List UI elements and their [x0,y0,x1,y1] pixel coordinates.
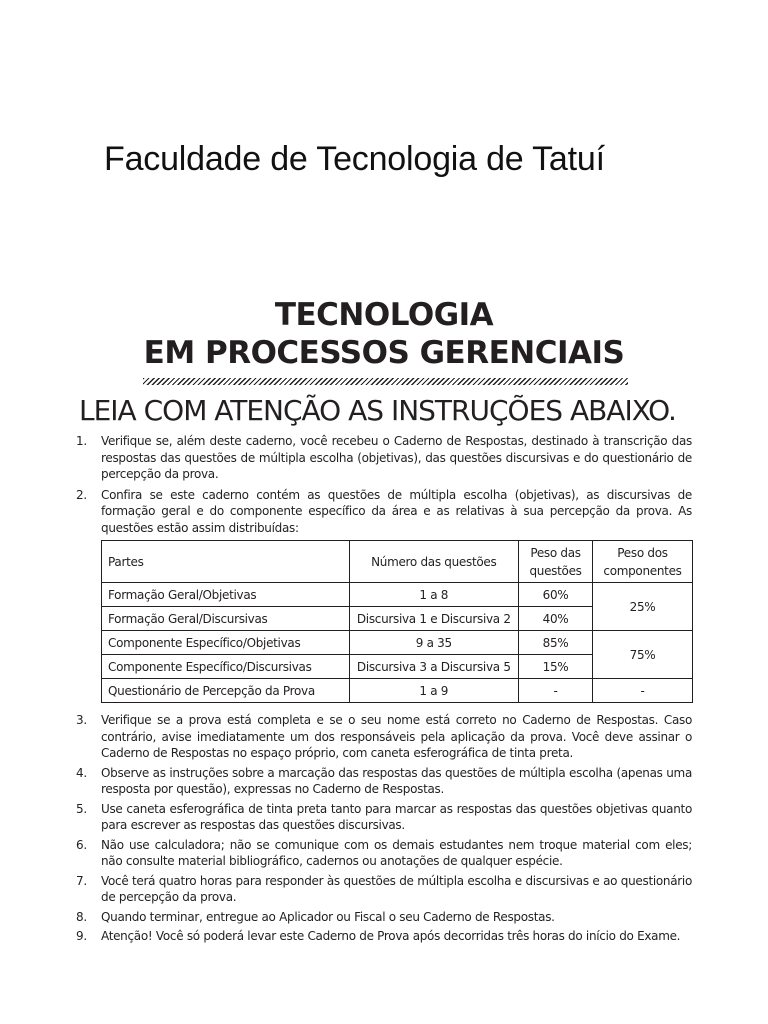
question-distribution-table [101,540,693,703]
cell-numero: 9 a 35 [349,631,519,655]
course-title-line-1: TECNOLOGIA [274,297,494,333]
cell-peso-componentes-geral: 25% [593,583,693,631]
header-numero-questoes: Número das questões [349,541,519,583]
cell-numero: Discursiva 1 e Discursiva 2 [349,607,519,631]
instruction-text: Não use calculadora; não se comunique com os demais estudantes nem troque material com eles; não consulte material bibliográfico, cadernos ou anotações de qualquer espécie. [101,837,692,868]
instruction-text: Use caneta esferográfica de tinta preta tanto para marcar as respostas das questões objetivas quanto para escrever as respostas das questões discursivas. [101,801,692,832]
instruction-item [76,712,692,762]
instruction-number: 1. [76,434,87,448]
cell-peso-componentes: - [593,679,693,703]
instruction-number: 2. [76,487,87,502]
instruction-item [76,837,692,870]
header-peso-questoes: Peso das questões [519,541,593,583]
cell-parte: Componente Específico/Objetivas [102,631,350,655]
instruction-item [76,765,692,798]
cell-peso-questoes: 40% [519,607,593,631]
instruction-text: Você terá quatro horas para responder às questões de múltipla escolha e discursivas e ao questionário de percepção da prova. [101,873,692,904]
course-title-line-2: EM PROCESSOS GERENCIAIS [143,335,625,371]
table-row [102,679,693,703]
cell-numero: Discursiva 3 a Discursiva 5 [349,655,519,679]
cell-parte: Formação Geral/Discursivas [102,607,350,631]
instruction-text: Quando terminar, entregue ao Aplicador ou Fiscal o seu Caderno de Respostas. [101,909,555,924]
cell-numero: 1 a 8 [349,583,519,607]
cell-peso-questoes: - [519,679,593,703]
instruction-item [76,909,692,926]
instruction-item [76,928,692,945]
instruction-number: 5. [76,801,87,816]
instruction-text: Atenção! Você só poderá levar este Caderno de Prova após decorridas três horas do início do Exame. [101,929,681,943]
instruction-number: 6. [76,837,87,852]
instruction-number: 3. [76,713,87,727]
instructions-list-part-1 [76,433,692,536]
course-title [0,296,768,372]
instruction-item [76,873,692,906]
cell-parte: Formação Geral/Objetivas [102,583,350,607]
institution-name: Faculdade de Tecnologia de Tatuí [104,140,605,178]
table-row [102,583,693,607]
hatched-divider [143,378,628,385]
instruction-text: Observe as instruções sobre a marcação das respostas das questões de múltipla escolha (apenas uma resposta por questão), expressas no Caderno de Respostas. [101,765,692,796]
instruction-number: 9. [76,929,87,943]
instruction-number: 7. [76,873,87,888]
cell-peso-componentes-especifico: 75% [593,631,693,679]
cell-numero: 1 a 9 [349,679,519,703]
instruction-number: 8. [76,909,87,924]
instruction-item [76,433,692,483]
header-peso-componentes: Peso dos componentes [593,541,693,583]
instructions-list-part-2 [76,712,692,948]
instruction-text: Verifique se, além deste caderno, você recebeu o Caderno de Respostas, destinado à transcrição das respostas das questões de múltipla escolha (objetivas), das questões discursivas e do questionário de percepção da prova. [101,434,692,481]
instruction-item [76,801,692,834]
cell-peso-questoes: 85% [519,631,593,655]
instructions-heading: LEIA COM ATENÇÃO AS INSTRUÇÕES ABAIXO. [79,394,676,427]
cell-peso-questoes: 60% [519,583,593,607]
cell-peso-questoes: 15% [519,655,593,679]
table-row [102,631,693,655]
cell-parte: Questionário de Percepção da Prova [102,679,350,703]
instruction-item [76,487,692,537]
instruction-text: Verifique se a prova está completa e se o seu nome está correto no Caderno de Respostas. Caso contrário, avise imediatamente um dos responsáveis pela aplicação da prova. Você deve assinar o Caderno de Respostas no espaço próprio, com caneta esferográfica de tinta preta. [101,713,692,760]
instruction-number: 4. [76,765,87,780]
header-partes: Partes [102,541,350,583]
cell-parte: Componente Específico/Discursivas [102,655,350,679]
table-header-row [102,541,693,583]
instruction-text: Confira se este caderno contém as questões de múltipla escolha (objetivas), as discursivas de formação geral e do componente específico da área e as relativas à sua percepção da prova. As questões estão assim distribuídas: [101,487,692,535]
